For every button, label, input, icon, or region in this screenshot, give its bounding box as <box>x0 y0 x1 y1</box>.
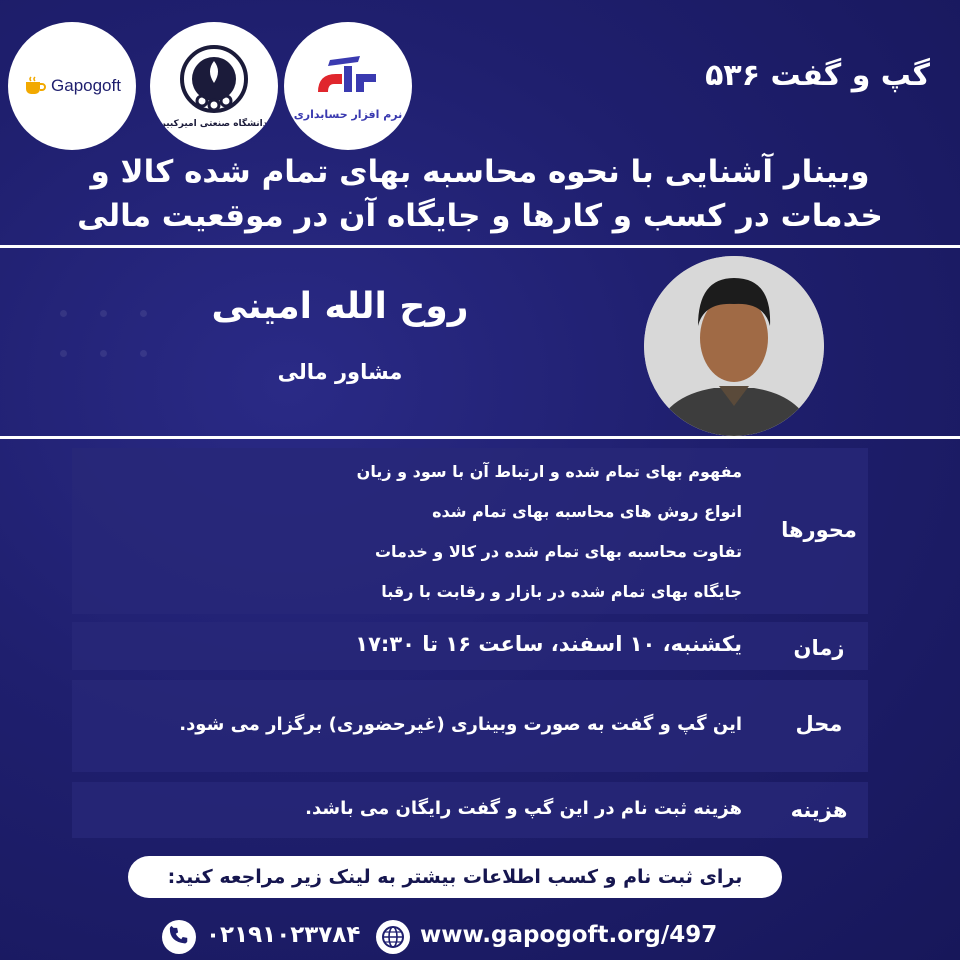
topic-item: تفاوت محاسبه بهای تمام شده در کالا و خدمات <box>374 542 742 561</box>
farda-logo-text: نرم افزار حسابداری <box>293 107 403 121</box>
gapogoft-logo-text: Gapogoft <box>51 76 121 95</box>
decor-dot <box>60 350 67 357</box>
registration-cta: برای ثبت نام و کسب اطلاعات بیشتر به لینک زیر مراجعه کنید: <box>128 856 782 898</box>
time-value: یکشنبه، ۱۰ اسفند، ساعت ۱۶ تا ۱۷:۳۰ <box>355 632 742 656</box>
speaker-photo <box>644 256 824 436</box>
speaker-name: روح الله امینی <box>211 286 469 327</box>
phone-icon <box>162 920 196 954</box>
time-label: زمان <box>793 636 845 660</box>
place-label: محل <box>795 712 843 736</box>
series-title: گپ و گفت ۵۳۶ <box>705 58 930 93</box>
topic-item: مفهوم بهای تمام شده و ارتباط آن با سود و زیان <box>356 462 742 481</box>
decor-dot <box>140 310 147 317</box>
webinar-title <box>60 150 900 238</box>
speaker-role: مشاور مالی <box>277 360 403 384</box>
cost-label: هزینه <box>790 798 848 822</box>
speaker-portrait-icon <box>644 256 824 436</box>
divider <box>0 245 960 248</box>
decor-dot <box>140 350 147 357</box>
cost-value: هزینه ثبت نام در این گپ و گفت رایگان می باشد. <box>305 798 742 819</box>
farda-mark-icon <box>308 52 388 108</box>
place-value: این گپ و گفت به صورت وبیناری (غیرحضوری) برگزار می شود. <box>179 714 742 735</box>
topic-item: انواع روش های محاسبه بهای تمام شده <box>432 502 742 521</box>
phone-number: ۰۲۱۹۱۰۲۳۷۸۴ <box>206 922 361 948</box>
website-link[interactable]: www.gapogoft.org/497 <box>420 922 718 948</box>
university-logo-text: دانشگاه صنعتی امیرکبیر <box>160 119 268 129</box>
cup-icon <box>23 76 47 96</box>
topics-label: محورها <box>781 518 857 542</box>
farda-logo <box>284 22 412 150</box>
topic-item: جایگاه بهای تمام شده در بازار و رقابت با رقبا <box>381 582 742 601</box>
university-logo <box>150 22 278 150</box>
title-line-1: وبینار آشنایی با نحوه محاسبه بهای تمام شده کالا و <box>90 154 870 190</box>
title-line-2: خدمات در کسب و کارها و جایگاه آن در موقعیت مالی <box>77 198 883 234</box>
gapogoft-logo <box>8 22 136 150</box>
globe-icon <box>376 920 410 954</box>
decor-dot <box>60 310 67 317</box>
decor-dot <box>100 350 107 357</box>
university-emblem-icon <box>178 43 250 115</box>
decor-dot <box>100 310 107 317</box>
divider <box>0 436 960 439</box>
